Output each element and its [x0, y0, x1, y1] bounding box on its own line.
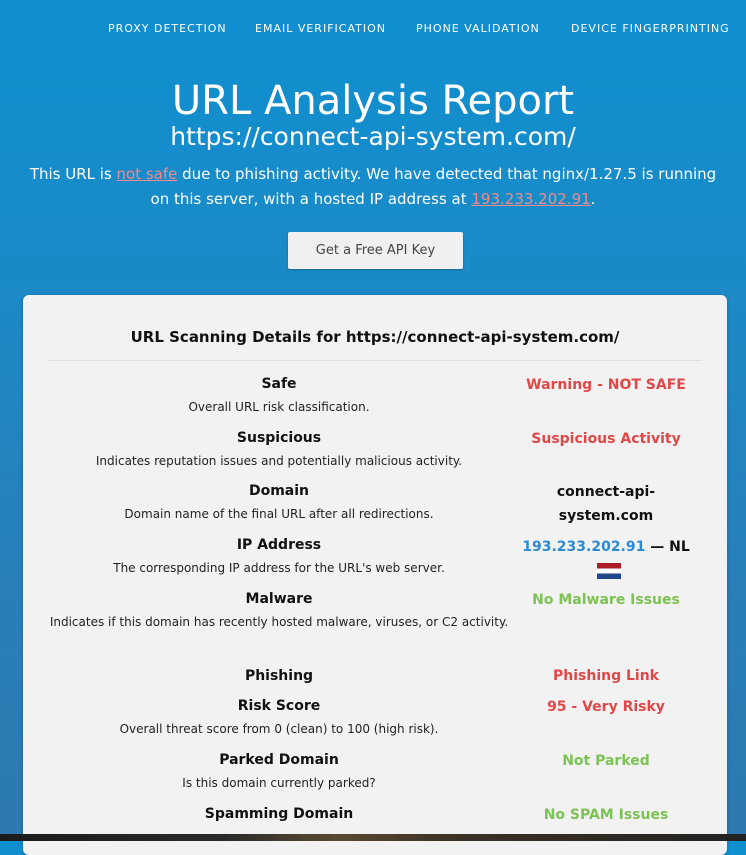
summary-text: [20, 162, 726, 212]
summary-part-1: This URL is: [29, 165, 117, 183]
safe-value: Warning - NOT SAFE: [526, 377, 686, 393]
divider: [48, 360, 702, 361]
page-title: URL Analysis Report: [171, 78, 575, 124]
country-code: — NL: [645, 539, 690, 555]
nav-proxy-detection[interactable]: PROXY DETECTION: [108, 22, 227, 35]
nav-phone-validation[interactable]: PHONE VALIDATION: [416, 22, 540, 35]
row-desc: Indicates reputation issues and potentially malicious activity.: [95, 454, 463, 468]
row-label: Malware: [245, 591, 313, 607]
get-api-key-button[interactable]: Get a Free API Key: [288, 232, 463, 269]
analyzed-url: https://connect-api-system.com/: [170, 122, 576, 151]
spamming-value: No SPAM Issues: [543, 807, 669, 823]
row-desc: Overall URL risk classification.: [188, 400, 370, 414]
row-desc: Indicates if this domain has recently hosted malware, viruses, or C2 activity.: [49, 615, 509, 629]
not-safe-link[interactable]: not safe: [116, 165, 178, 183]
row-desc: The corresponding IP address for the URL's web server.: [113, 561, 445, 575]
row-safe: [43, 374, 515, 419]
phishing-value: Phishing Link: [553, 668, 659, 684]
risk-score-value: 95 - Very Risky: [547, 699, 665, 715]
row-malware: [43, 589, 515, 634]
scan-details-card: [23, 295, 727, 855]
ip-address-link[interactable]: 193.233.202.91: [471, 190, 591, 208]
row-label: Domain: [248, 483, 310, 499]
row-label: Parked Domain: [219, 752, 339, 768]
background-image-strip: [0, 834, 746, 841]
malware-value: No Malware Issues: [532, 592, 680, 608]
row-desc: Domain name of the final URL after all redirections.: [124, 507, 434, 521]
row-label: IP Address: [236, 537, 322, 553]
suspicious-value: Suspicious Activity: [531, 431, 681, 447]
summary-part-3: .: [590, 190, 596, 208]
row-label: Spamming Domain: [204, 806, 354, 822]
row-ip-address: [43, 535, 515, 580]
row-label: Risk Score: [237, 698, 321, 714]
nav-email-verification[interactable]: EMAIL VERIFICATION: [255, 22, 386, 35]
ip-link[interactable]: 193.233.202.91: [522, 539, 646, 555]
row-label: Safe: [261, 376, 297, 392]
card-title: URL Scanning Details for https://connect-api-system.com/: [130, 328, 620, 346]
row-spamming-domain: [43, 804, 515, 824]
row-domain: [43, 481, 515, 526]
summary-part-2: due to phishing activity. We have detected that nginx/1.27.5 is running on this server, with a hosted IP address at: [150, 165, 717, 208]
row-suspicious: [43, 428, 515, 473]
row-parked-domain: [43, 750, 515, 795]
parked-value: Not Parked: [562, 753, 650, 769]
top-nav: [0, 22, 746, 40]
domain-value: connect-api-system.com: [556, 484, 656, 524]
nav-device-fingerprinting[interactable]: DEVICE FINGERPRINTING: [571, 22, 730, 35]
row-risk-score: [43, 696, 515, 741]
ip-value: [513, 535, 699, 583]
row-phishing: [43, 666, 515, 686]
row-desc: Overall threat score from 0 (clean) to 100 (high risk).: [119, 722, 439, 736]
row-desc: Is this domain currently parked?: [182, 776, 376, 790]
row-label: Suspicious: [236, 430, 322, 446]
row-label: Phishing: [244, 668, 314, 684]
netherlands-flag-icon: [597, 563, 621, 579]
